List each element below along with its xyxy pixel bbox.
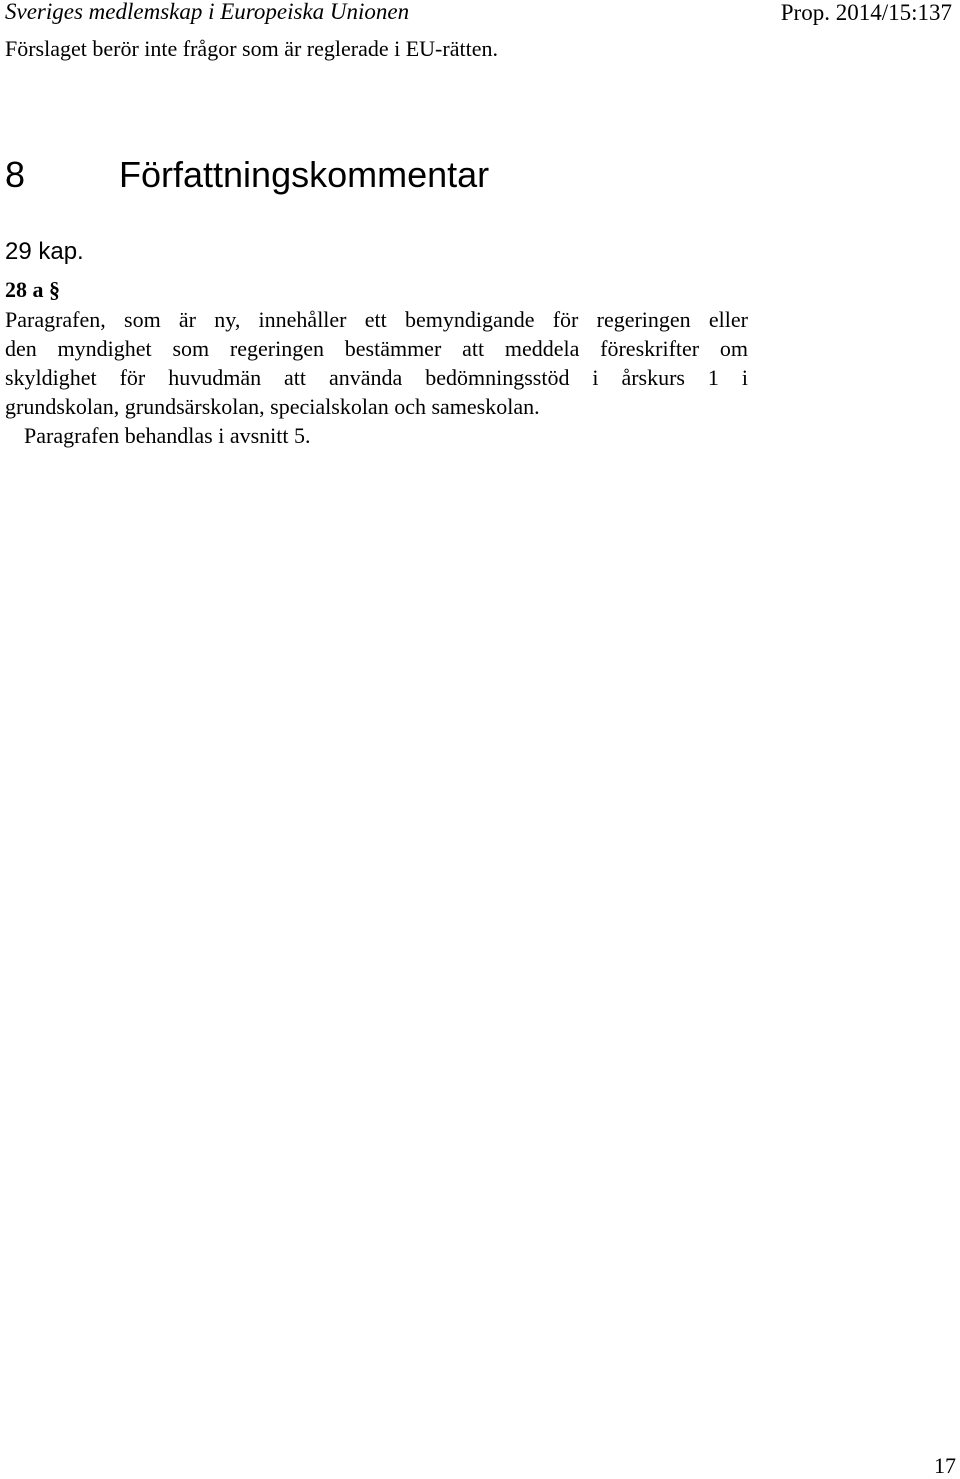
paragraph-line: grundskolan, grundsärskolan, specialskolan och sameskolan. — [5, 394, 540, 419]
paragraph-line: Paragrafen behandlas i avsnitt 5. — [24, 423, 311, 448]
paragraph-line: Paragrafen, som är ny, innehåller ett bemyndigande för regeringen eller — [5, 307, 748, 332]
section-heading: 28 a § — [5, 277, 60, 302]
chapter-heading — [5, 154, 489, 196]
page-number: 17 — [934, 1453, 956, 1478]
chapter-number: 8 — [5, 154, 26, 195]
kapitel-heading: 29 kap. — [5, 238, 84, 265]
paragraph-line: skyldighet för huvudmän att använda bedömningsstöd i årskurs 1 i — [5, 365, 748, 390]
proposition-number: Prop. 2014/15:137 — [780, 0, 952, 25]
chapter-title: Författningskommentar — [119, 154, 490, 195]
comment-body — [5, 305, 748, 450]
paragraph-line: den myndighet som regeringen bestämmer att meddela föreskrifter om — [5, 336, 748, 361]
comment-paragraph — [5, 421, 748, 450]
comment-paragraph — [5, 305, 748, 421]
running-head: Sveriges medlemskap i Europeiska Unionen — [5, 0, 410, 24]
intro-text: Förslaget berör inte frågor som är reglerade i EU-rätten. — [5, 36, 498, 61]
